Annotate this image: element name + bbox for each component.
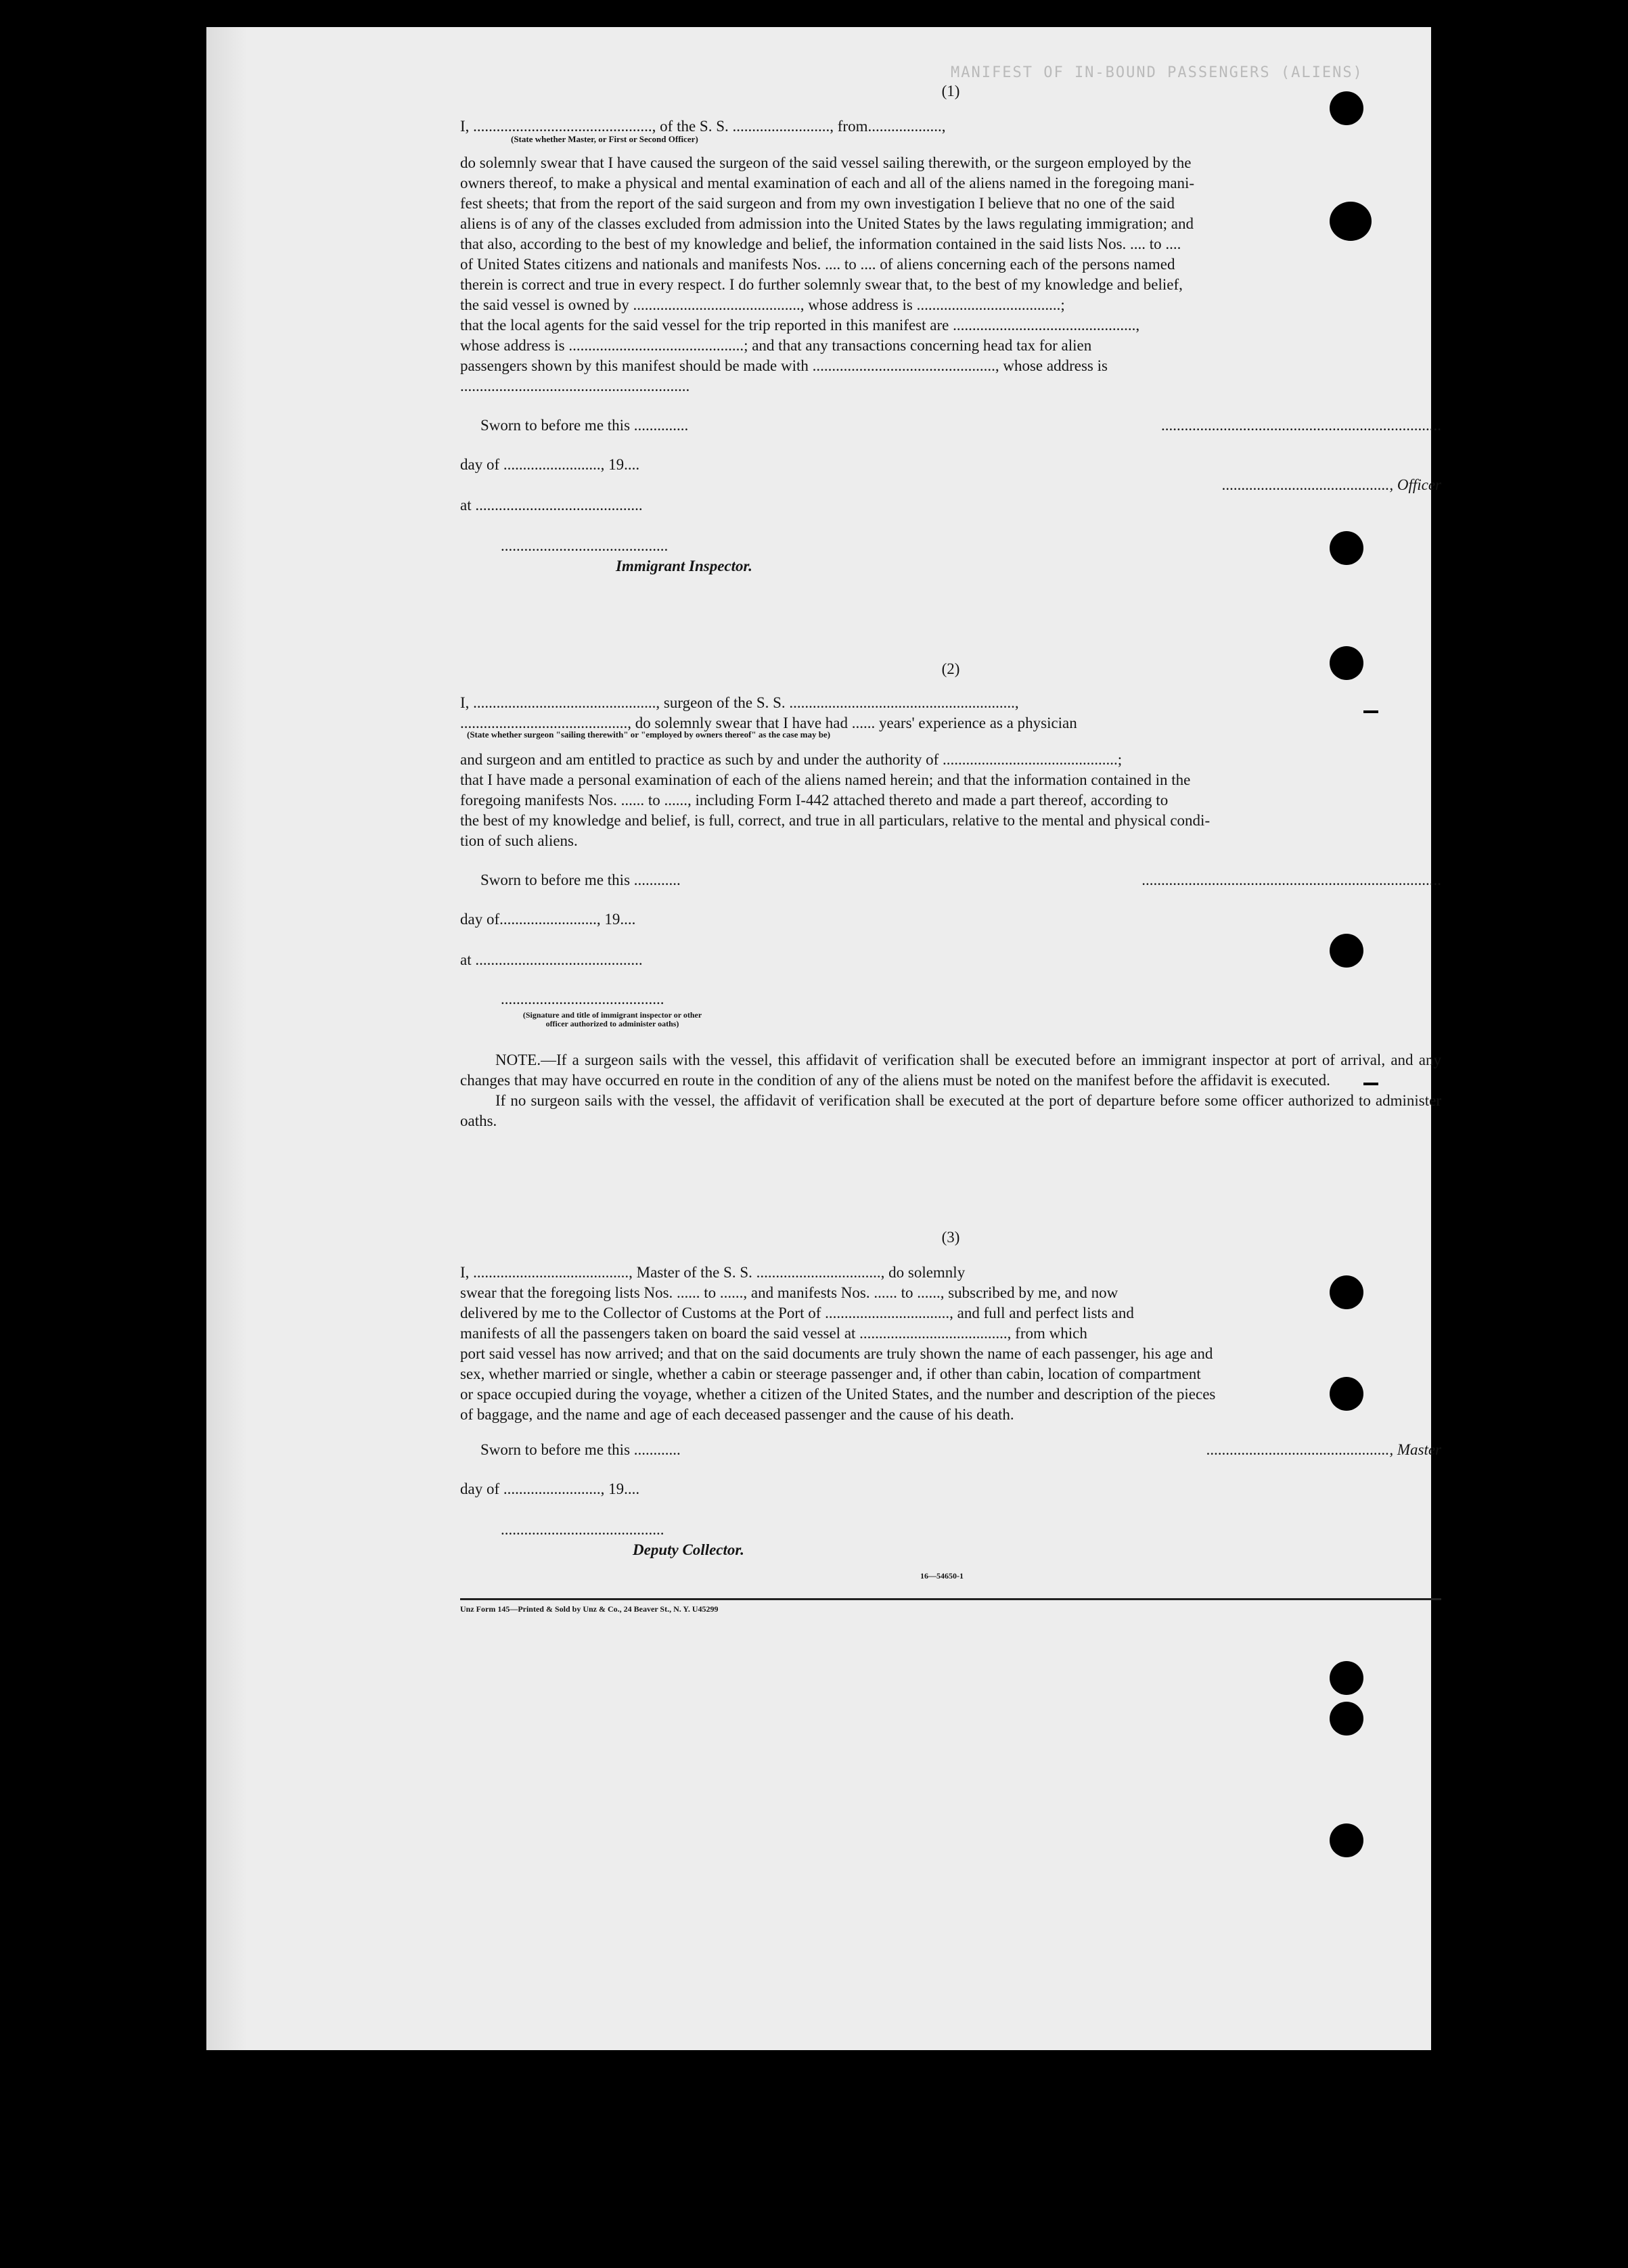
section-3-signatures [460,1440,1441,1568]
binder-hole [1330,1702,1363,1736]
day-line: day of ........................., 19.... [460,1480,640,1497]
body-line: and surgeon and am entitled to practice as such by and under the authority of .............................................; [460,751,1123,768]
body-line: swear that the foregoing lists Nos. ...... to ......, and manifests Nos. ...... to ......, subscribed by me, and now [460,1284,1118,1301]
body-line: fest sheets; that from the report of the said surgeon and from my own investigation I believe that no one of the said [460,195,1175,212]
body-line: I, ........................................, Master of the S. S. ................................, do solemnly [460,1264,966,1281]
binder-hole [1330,1661,1363,1695]
signature-note: (Signature and title of immigrant inspector or other officer authorized to administer oaths) [522,1010,702,1028]
binder-hole [1330,1823,1363,1857]
body-line: of baggage, and the name and age of each deceased passenger and the cause of his death. [460,1406,1014,1423]
body-line: of United States citizens and nationals and manifests Nos. .... to .... of aliens concerning each of the persons named [460,256,1175,273]
section-3-body [460,1263,1441,1425]
section-2-number: (2) [941,660,960,677]
body-line: that the local agents for the said vessel for the trip reported in this manifest are ..............................................., [460,317,1140,334]
body-line: tion of such aliens. [460,832,578,849]
surgeon-oath-line-2: ..........................................., do solemnly swear that I have had ...... years' experience as a physician [460,715,1077,731]
note-text-1: NOTE.—If a surgeon sails with the vessel, this affidavit of verification shall be executed before an immigrant inspector at port of arrival, and any changes that may have occurred en route in the condition of any of the aliens must be noted on the manifest before the affidavit is executed. [460,1051,1441,1089]
body-line: delivered by me to the Collector of Customs at the Port of ................................, and full and perfect lists and [460,1305,1134,1321]
body-line: owners thereof, to make a physical and mental examination of each and all of the aliens named in the foregoing mani- [460,175,1195,191]
body-line: sex, whether married or single, whether a cabin or steerage passenger and, if other than cabin, location of compartment [460,1365,1201,1382]
affidavit-content [460,81,1441,1614]
form-code: 16—54650-1 [920,1571,964,1581]
signature-dots: .......................................... [501,991,664,1007]
body-line: the said vessel is owned by ..........................................., whose address is .....................................; [460,296,1065,313]
inspector-label: Immigrant Inspector. [616,558,752,574]
inspector-dots: ........................................... [501,537,669,554]
master-oath-note: (State whether Master, or First or Second Officer) [511,134,698,144]
at-line: at ........................................... [460,951,643,968]
signature-dots: ........................................................................ [1161,417,1441,434]
note-paragraph [460,1050,1441,1131]
sworn-line: Sworn to before me this ............ [480,1441,681,1458]
body-line: ........................................................... [460,378,690,394]
body-line: therein is correct and true in every respect. I do further solemnly swear that, to the best of my knowledge and belief, [460,276,1183,293]
body-line: or space occupied during the voyage, whether a citizen of the United States, and the number and description of the pieces [460,1386,1216,1403]
master-line: ..............................................., Master [1206,1441,1441,1458]
body-line: the best of my knowledge and belief, is full, correct, and true in all particulars, relative to the mental and physical condi- [460,812,1211,829]
body-line: passengers shown by this manifest should be made with ..............................................., whose address is [460,357,1108,374]
body-line: do solemnly swear that I have caused the surgeon of the said vessel sailing therewith, or the surgeon employed by the [460,154,1192,171]
signature-dots: ............................................................................. [1141,871,1441,888]
section-1-number: (1) [941,83,960,99]
body-line: port said vessel has now arrived; and that on the said documents are truly shown the name of each passenger, his age and [460,1345,1213,1362]
section-1-body [460,153,1441,396]
section-3-number: (3) [941,1229,960,1246]
faded-header-text: MANIFEST OF IN-BOUND PASSENGERS (ALIENS) [951,64,1363,81]
printer-footer: Unz Form 145—Printed & Sold by Unz & Co., 24 Beaver St., N. Y. U45299 [460,1604,719,1614]
surgeon-oath-line: I, ..............................................., surgeon of the S. S. .........................................................., [460,694,1019,711]
body-line: that also, according to the best of my knowledge and belief, the information contained in the said lists Nos. .... to .... [460,235,1181,252]
master-oath-line: I, .............................................., of the S. S. ........................., from..................., [460,118,946,135]
note-text-2: If no surgeon sails with the vessel, the affidavit of verification shall be executed at the port of departure before some officer authorized to administer oaths. [460,1092,1441,1129]
at-line: at ........................................... [460,497,643,514]
section-2-body [460,750,1441,851]
officer-line [1222,475,1441,495]
day-line: day of ........................., 19.... [460,456,640,473]
day-line: day of........................., 19.... [460,911,636,928]
sworn-line: Sworn to before me this ............ [480,871,681,888]
body-line: manifests of all the passengers taken on board the said vessel at ......................................, from which [460,1325,1087,1342]
deputy-dots: .......................................... [501,1521,664,1538]
body-line: aliens is of any of the classes excluded from admission into the United States by the laws regulating immigration; and [460,215,1194,232]
document-page [206,27,1441,2050]
body-line: that I have made a personal examination of each of the aliens named herein; and that the information contained in the [460,771,1191,788]
footer-rule [460,1598,1441,1600]
deputy-label: Deputy Collector. [633,1541,744,1558]
body-line: foregoing manifests Nos. ...... to ......, including Form I-442 attached thereto and made a part thereof, according to [460,792,1169,809]
section-1-signatures [460,415,1441,585]
surgeon-oath-note: (State whether surgeon "sailing therewith" or "employed by owners thereof" as the case may be) [467,729,831,740]
body-line: whose address is .............................................; and that any transactions concerning head tax for alien [460,337,1092,354]
sworn-line: Sworn to before me this .............. [480,417,689,434]
officer-text: ..........................................., Officer [1222,476,1441,493]
section-2-signatures [460,870,1441,1046]
